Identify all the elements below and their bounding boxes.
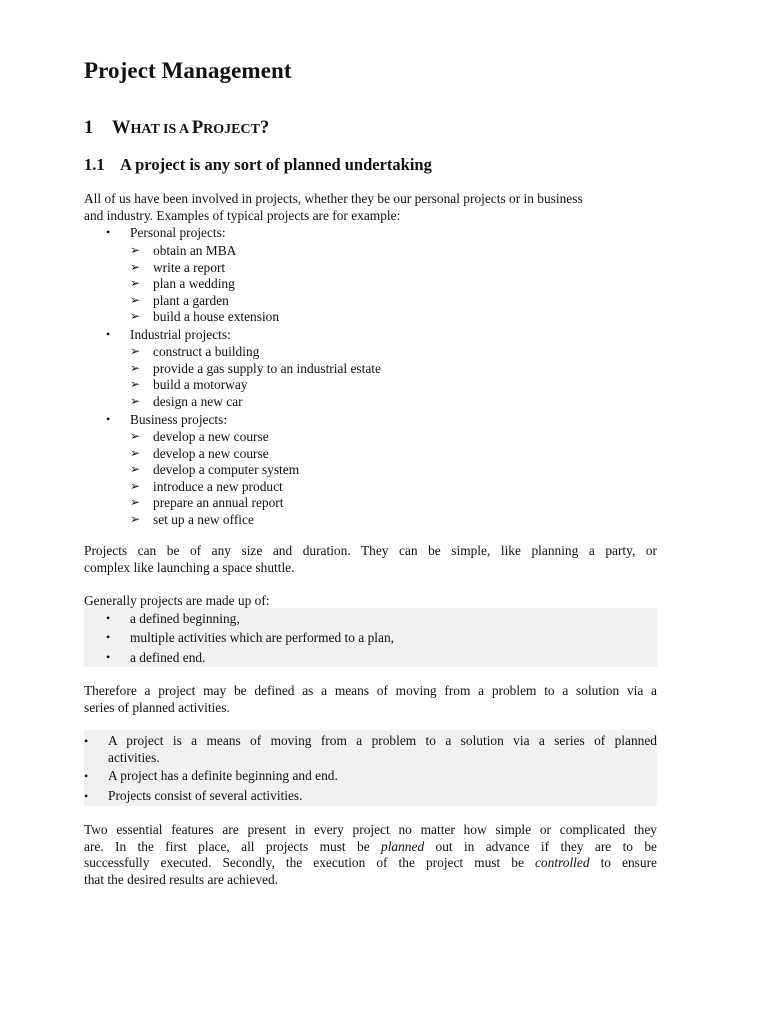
bullet-icon: •	[84, 769, 89, 783]
arrow-bullet-icon: ➢	[130, 495, 141, 509]
emphasis-planned: planned	[381, 838, 425, 854]
arrow-bullet-icon: ➢	[130, 511, 141, 526]
arrow-bullet-icon: ➢	[130, 344, 141, 358]
emphasis-controlled: controlled	[534, 855, 590, 870]
arrow-bullet-icon: ➢	[130, 429, 141, 443]
bullet-icon: •	[106, 630, 111, 644]
page-title: Project Management	[84, 58, 292, 83]
features-paragraph: Two essential features are present in every project no matter how simple or complicated they are. In the first place, all projects must be planned out in advance if they are to be successfully executed. Secondly, the execution of the project must be controlled to ensure that the desired results are achieved.	[84, 822, 657, 887]
bullet-icon: •	[84, 789, 89, 803]
bullet-icon: •	[106, 611, 111, 625]
subsection-number: 1.1	[84, 155, 105, 174]
arrow-bullet-icon: ➢	[130, 292, 141, 307]
arrow-bullet-icon: ➢	[130, 445, 141, 460]
arrow-bullet-icon: ➢	[130, 377, 141, 391]
arrow-bullet-icon: ➢	[130, 259, 141, 274]
subsection-heading	[84, 155, 432, 175]
arrow-bullet-icon: ➢	[130, 243, 141, 257]
size-paragraph: Projects can be of any size and duration. They can be simple, like planning a party, or complex like launching a space shuttle.	[84, 543, 657, 575]
bullet-icon: •	[106, 650, 111, 664]
arrow-bullet-icon: ➢	[130, 393, 141, 408]
arrow-bullet-icon: ➢	[130, 462, 141, 476]
arrow-bullet-icon: ➢	[130, 276, 141, 290]
bullet-icon: •	[106, 225, 111, 239]
intro-paragraph: All of us have been involved in projects, whether they be our personal projects or in business and industry. Examples of typical projects are for example:	[84, 191, 583, 223]
section-number: 1	[84, 118, 94, 138]
subsection-title: A project is any sort of planned undertaking	[120, 155, 432, 174]
generally-paragraph: Generally projects are made up of:	[84, 593, 270, 608]
arrow-bullet-icon: ➢	[130, 309, 141, 323]
bullet-icon: •	[106, 327, 111, 341]
bullet-icon: •	[106, 412, 111, 426]
bullet-icon: •	[84, 734, 89, 748]
arrow-bullet-icon: ➢	[130, 478, 141, 493]
section-heading: 1 WHAT IS A PROJECT?	[84, 118, 270, 138]
arrow-bullet-icon: ➢	[130, 360, 141, 375]
therefore-paragraph: Therefore a project may be defined as a means of moving from a problem to a solution via a series of planned activities.	[84, 683, 657, 715]
